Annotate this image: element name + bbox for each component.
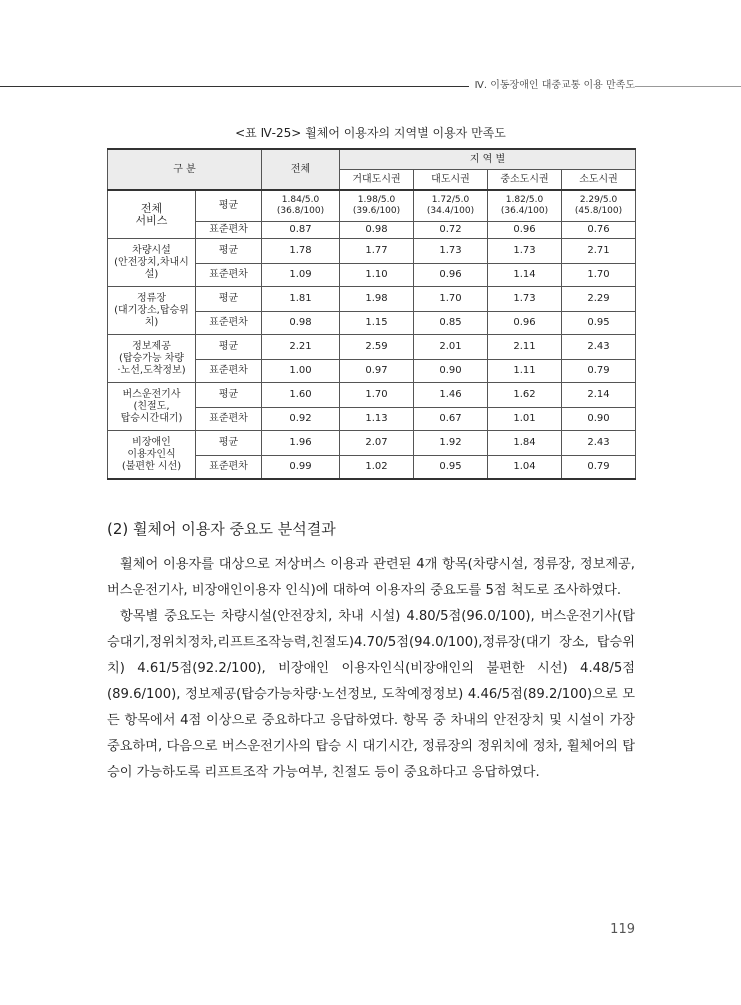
- stat-label-sd: 표준편차: [196, 408, 262, 431]
- cell-mean: 2.01: [414, 335, 488, 360]
- cell-mean: 1.72/5.0 (34.4/100): [414, 190, 488, 222]
- paragraph: 휠체어 이용자를 대상으로 저상버스 이용과 관련된 4개 항목(차량시설, 정류장, 정보제공, 버스운전기사, 비장애인이용자 인식)에 대하여 이용자의 중요도를 5점 척도로 조사하였다.: [107, 557, 635, 598]
- cell-sd: 1.14: [488, 264, 562, 287]
- cell-mean: 1.81: [262, 287, 340, 312]
- cell-sd: 0.90: [562, 408, 636, 431]
- cell-mean: 1.84: [488, 431, 562, 456]
- header-region: 중소도시권: [488, 170, 562, 191]
- running-head: Ⅳ. 이동장애인 대중교통 이용 만족도: [469, 76, 635, 91]
- cell-sd: 1.10: [340, 264, 414, 287]
- cell-mean: 1.77: [340, 239, 414, 264]
- cell-sd: 0.72: [414, 222, 488, 239]
- cell-mean: 2.29: [562, 287, 636, 312]
- cell-sd: 0.96: [488, 312, 562, 335]
- stat-label-sd: 표준편차: [196, 312, 262, 335]
- stat-label-mean: 평균: [196, 335, 262, 360]
- cell-mean: 1.46: [414, 383, 488, 408]
- cell-sd: 1.02: [340, 456, 414, 480]
- cell-sd: 1.01: [488, 408, 562, 431]
- cell-sd: 0.97: [340, 360, 414, 383]
- cell-mean: 1.60: [262, 383, 340, 408]
- table-row: [108, 190, 636, 222]
- stat-label-mean: 평균: [196, 383, 262, 408]
- stat-label-sd: 표준편차: [196, 264, 262, 287]
- table-row: [108, 383, 636, 408]
- cell-mean: 1.78: [262, 239, 340, 264]
- cell-sd: 0.79: [562, 360, 636, 383]
- header-region-group: 지 역 별: [340, 149, 636, 170]
- row-group-label: 비장애인 이용자인식 (불편한 시선): [108, 431, 196, 480]
- stat-label-mean: 평균: [196, 287, 262, 312]
- cell-sd: 0.79: [562, 456, 636, 480]
- cell-sd: 0.98: [340, 222, 414, 239]
- cell-mean: 1.73: [488, 239, 562, 264]
- cell-sd: 0.95: [562, 312, 636, 335]
- cell-sd: 1.15: [340, 312, 414, 335]
- row-group-label: 전체 서비스: [108, 190, 196, 239]
- stat-label-mean: 평균: [196, 190, 262, 222]
- row-group-label: 정류장 (대기장소,탑승위 치): [108, 287, 196, 335]
- cell-mean: 2.07: [340, 431, 414, 456]
- cell-sd: 0.67: [414, 408, 488, 431]
- cell-mean: 1.73: [488, 287, 562, 312]
- cell-sd: 0.95: [414, 456, 488, 480]
- header-region: 소도시권: [562, 170, 636, 191]
- cell-mean: 2.21: [262, 335, 340, 360]
- table-caption: <표 Ⅳ-25> 휠체어 이용자의 지역별 이용자 만족도: [235, 126, 506, 140]
- cell-mean: 2.59: [340, 335, 414, 360]
- cell-sd: 0.98: [262, 312, 340, 335]
- paragraph: 항목별 중요도는 차량시설(안전장치, 차내 시설) 4.80/5점(96.0/100), 버스운전기사(탑승대기,정위치정차,리프트조작능력,친절도)4.70/5점(94.0/100),정류장(대기 장소, 탑승위치) 4.61/5점(92.2/100), 비장애인 이용자인식(비장애인의 불편한 시선) 4.48/5점(89.6/100), 정보제공(탑승가능차량·노선정보, 도착예정정보) 4.46/5점(89.2/100)으로 모든 항목에서 4점 이상으로 중요하다고 응답하였다. 항목 중 차내의 안전장치 및 시설이 가장 중요하며, 다음으로 버스운전기사의 탑승 시 대기시간, 정류장의 정위치에 정차, 휠체어의 탑승이 가능하도록 리프트조작 가능여부, 친절도 등이 중요하다고 응답하였다.: [107, 609, 635, 780]
- cell-mean: 2.71: [562, 239, 636, 264]
- cell-mean: 2.14: [562, 383, 636, 408]
- cell-sd: 0.90: [414, 360, 488, 383]
- cell-mean: 1.73: [414, 239, 488, 264]
- stat-label-mean: 평균: [196, 239, 262, 264]
- cell-sd: 1.11: [488, 360, 562, 383]
- stat-label-sd: 표준편차: [196, 456, 262, 480]
- page-number: 119: [610, 922, 635, 937]
- cell-mean: 1.70: [340, 383, 414, 408]
- cell-mean: 1.62: [488, 383, 562, 408]
- cell-sd: 1.13: [340, 408, 414, 431]
- cell-sd: 0.85: [414, 312, 488, 335]
- cell-mean: 2.29/5.0 (45.8/100): [562, 190, 636, 222]
- header-region: 거대도시권: [340, 170, 414, 191]
- cell-sd: 0.87: [262, 222, 340, 239]
- header-region: 대도시권: [414, 170, 488, 191]
- cell-sd: 0.76: [562, 222, 636, 239]
- row-group-label: 정보제공 (탑승가능 차량 ·노선,도착정보): [108, 335, 196, 383]
- table-row: [108, 239, 636, 264]
- table-row: [108, 431, 636, 456]
- cell-sd: 1.70: [562, 264, 636, 287]
- cell-mean: 1.82/5.0 (36.4/100): [488, 190, 562, 222]
- cell-sd: 0.99: [262, 456, 340, 480]
- cell-mean: 1.92: [414, 431, 488, 456]
- header-total: 전체: [262, 149, 340, 190]
- cell-sd: 0.92: [262, 408, 340, 431]
- section-title: (2) 휠체어 이용자 중요도 분석결과: [107, 520, 336, 538]
- stat-label-sd: 표준편차: [196, 222, 262, 239]
- table-row: [108, 335, 636, 360]
- cell-mean: 1.98/5.0 (39.6/100): [340, 190, 414, 222]
- cell-mean: 1.96: [262, 431, 340, 456]
- cell-mean: 2.11: [488, 335, 562, 360]
- cell-sd: 0.96: [488, 222, 562, 239]
- cell-mean: 2.43: [562, 335, 636, 360]
- stat-label-mean: 평균: [196, 431, 262, 456]
- table-row: [108, 287, 636, 312]
- cell-sd: 0.96: [414, 264, 488, 287]
- cell-mean: 2.43: [562, 431, 636, 456]
- header-rule: [0, 86, 470, 87]
- cell-mean: 1.70: [414, 287, 488, 312]
- cell-sd: 1.00: [262, 360, 340, 383]
- body-text: [107, 552, 635, 786]
- cell-mean: 1.84/5.0 (36.8/100): [262, 190, 340, 222]
- cell-sd: 1.09: [262, 264, 340, 287]
- cell-mean: 1.98: [340, 287, 414, 312]
- satisfaction-table: [107, 148, 636, 480]
- row-group-label: 버스운전기사 (친절도, 탑승시간대기): [108, 383, 196, 431]
- header-category: 구 분: [108, 149, 262, 190]
- cell-sd: 1.04: [488, 456, 562, 480]
- stat-label-sd: 표준편차: [196, 360, 262, 383]
- row-group-label: 차량시설 (안전장치,차내시 설): [108, 239, 196, 287]
